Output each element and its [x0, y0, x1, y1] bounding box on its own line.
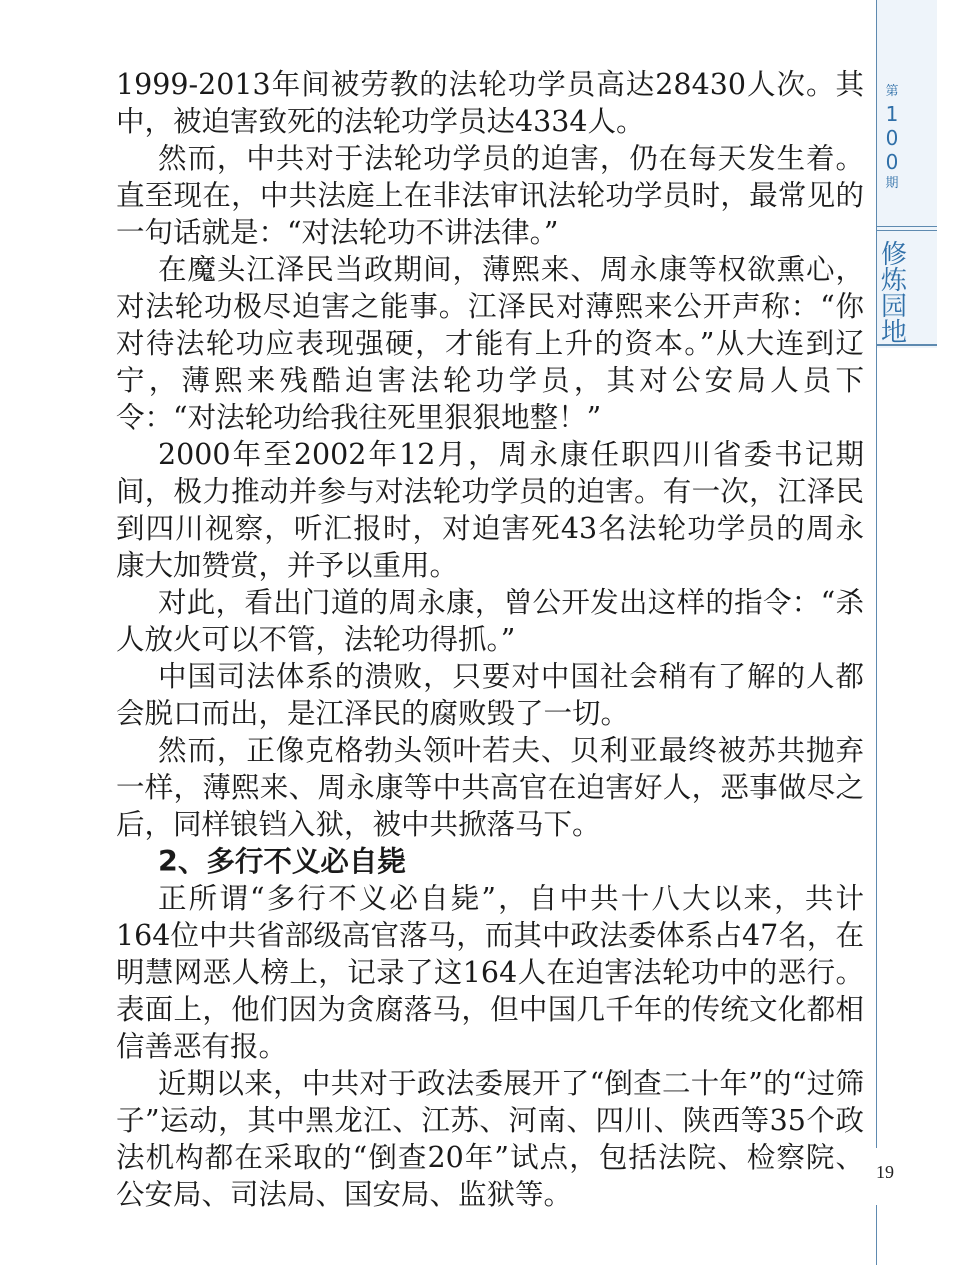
paragraph: 然而，中共对于法轮功学员的迫害，仍在每天发生着。直至现在，中共法庭上在非法审讯法轮功学员时，最常见的一句话就是：“对法轮功不讲法律。”	[116, 142, 864, 249]
column-title	[879, 242, 909, 346]
paragraph: 然而，正像克格勃头领叶若夫、贝利亚最终被苏共抛弃一样，薄熙来、周永康等中共高官在迫害好人，恶事做尽之后，同样锒铛入狱，被中共掀落马下。	[116, 734, 864, 841]
issue-digit: 1	[885, 102, 899, 126]
margin-rule	[876, 348, 877, 1148]
issue-label	[877, 82, 907, 194]
issue-digit: 0	[885, 150, 899, 174]
paragraph: 近期以来，中共对于政法委展开了“倒查二十年”的“过筛子”运动，其中黑龙江、江苏、河南、四川、陕西等35个政法机构都在采取的“倒查20年”试点，包括法院、检察院、公安局、司法局、国安局、监狱等。	[116, 1067, 864, 1211]
issue-prefix: 第	[885, 84, 899, 99]
bottom-margin-rule	[876, 1205, 877, 1265]
column-title-char: 园	[880, 292, 907, 322]
paragraph: 中国司法体系的溃败，只要对中国社会稍有了解的人都会脱口而出，是江泽民的腐败毁了一切。	[116, 660, 864, 730]
page-number: 19	[876, 1162, 894, 1182]
paragraph: 在魔头江泽民当政期间，薄熙来、周永康等权欲熏心，对法轮功极尽迫害之能事。江泽民对薄熙来公开声称：“你对待法轮功应表现强硬，才能有上升的资本。”从大连到辽宁，薄熙来残酷迫害法轮功学员，其对公安局人员下令：“对法轮功给我往死里狠狠地整！”	[116, 253, 864, 434]
sidebar-panel	[876, 0, 937, 348]
column-title-char: 炼	[880, 266, 907, 296]
column-title-char: 修	[880, 240, 907, 270]
issue-suffix: 期	[885, 176, 899, 191]
issue-digit: 0	[885, 126, 899, 150]
paragraph: 对此，看出门道的周永康，曾公开发出这样的指令：“杀人放火可以不管，法轮功得抓。”	[116, 586, 864, 656]
paragraph: 1999-2013年间被劳教的法轮功学员高达28430人次。其中，被迫害致死的法轮功学员达4334人。	[116, 68, 864, 138]
sidebar-divider	[877, 226, 937, 231]
column-title-char: 地	[880, 318, 907, 348]
paragraph: 正所谓“多行不义必自毙”，自中共十八大以来，共计164位中共省部级高官落马，而其中政法委体系占47名，在明慧网恶人榜上，记录了这164人在迫害法轮功中的恶行。表面上，他们因为贪腐落马，但中国几千年的传统文化都相信善恶有报。	[116, 882, 864, 1063]
section-heading: 2、多行不义必自毙	[158, 845, 406, 878]
paragraph: 2000年至2002年12月，周永康任职四川省委书记期间，极力推动并参与对法轮功学员的迫害。有一次，江泽民到四川视察，听汇报时，对迫害死43名法轮功学员的周永康大加赞赏，并予以重用。	[116, 438, 864, 582]
sidebar-bottom-rule	[877, 344, 937, 346]
article-body	[116, 66, 864, 1213]
